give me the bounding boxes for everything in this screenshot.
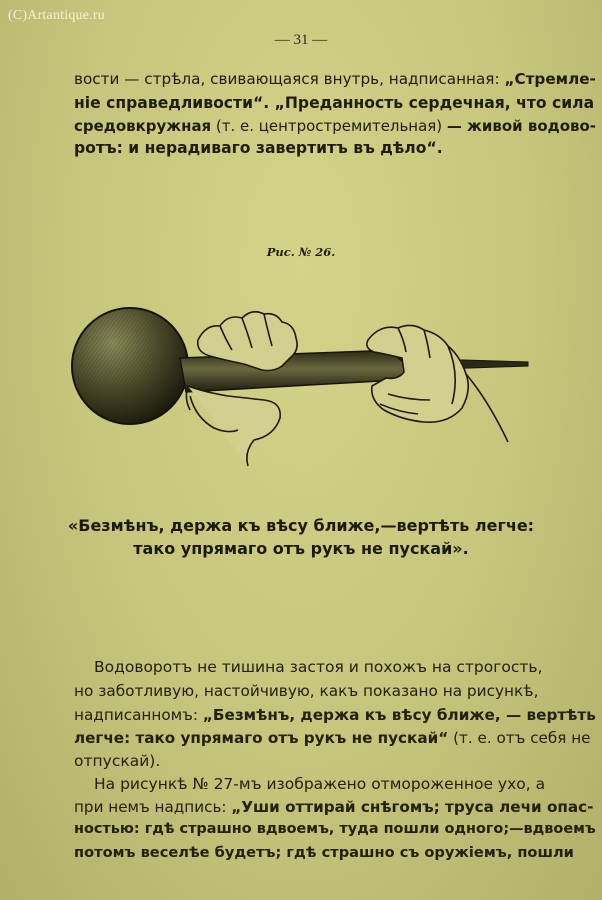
text-run-bold: „Безмѣнъ, держа къ вѣсу ближе, — вертѣть bbox=[202, 706, 596, 724]
text-run-bold: „Уши оттирай снѣгомъ; труса лечи опас- bbox=[231, 798, 594, 816]
body-paragraph-1-line-4 bbox=[74, 729, 591, 747]
body-paragraph-1-line-5: отпускай). bbox=[74, 752, 161, 770]
text-run: при немъ надпись: bbox=[74, 798, 232, 816]
top-paragraph-line-1 bbox=[74, 72, 596, 87]
page-number: — 31 — bbox=[274, 32, 328, 48]
body-paragraph-2-line-4: потомъ веселѣе будетъ; гдѣ страшно съ оружiемъ, пошли bbox=[74, 844, 574, 861]
top-paragraph-line-3 bbox=[74, 119, 596, 134]
figure-caption: Рис. № 26. bbox=[266, 245, 336, 259]
top-paragraph-line-2: нiе справедливости“. „Преданность сердечная, что сила bbox=[74, 94, 595, 112]
text-run-bold: — живой водово- bbox=[446, 117, 596, 135]
text-run-bold: „Стремле- bbox=[504, 70, 596, 88]
top-paragraph-line-4: ротъ: и нерадиваго завертитъ въ дѣло“. bbox=[74, 139, 443, 157]
body-paragraph-1-line-3 bbox=[74, 706, 596, 724]
body-paragraph-2-line-1: На рисункѣ № 27-мъ изображено отмороженное ухо, а bbox=[94, 775, 546, 793]
text-run: вости — стрѣла, свивающаяся внутрь, надписанная: bbox=[74, 70, 505, 88]
motto-line-2: тако упрямаго отъ рукъ не пускай». bbox=[133, 539, 469, 558]
body-paragraph-2-line-3: ностью: гдѣ страшно вдвоемъ, туда пошли одного;—вдвоемъ bbox=[74, 821, 596, 837]
body-paragraph-1-line-2: но заботливую, настойчивую, какъ показано на рисункѣ, bbox=[74, 682, 539, 700]
body-paragraph-2-line-2 bbox=[74, 798, 593, 816]
text-run: надписанномъ: bbox=[74, 706, 203, 724]
hands-twisting-ball-rod-engraving-icon bbox=[68, 300, 538, 470]
text-run: (т. е. отъ себя не bbox=[448, 729, 591, 747]
right-hand-drawing bbox=[367, 325, 508, 442]
body-paragraph-1-line-1: Водоворотъ не тишина застоя и похожъ на строгость, bbox=[94, 658, 543, 676]
text-run: (т. е. центростремительная) bbox=[211, 117, 447, 135]
text-run-bold: легче: тако упрямаго отъ рукъ не пускай“ bbox=[74, 729, 449, 747]
watermark: (C)Artantique.ru bbox=[8, 8, 105, 23]
motto-line-1: «Безмѣнъ, держа къ вѣсу ближе,—вертѣть легче: bbox=[67, 516, 535, 535]
text-run-bold: средовкружная bbox=[74, 117, 212, 135]
